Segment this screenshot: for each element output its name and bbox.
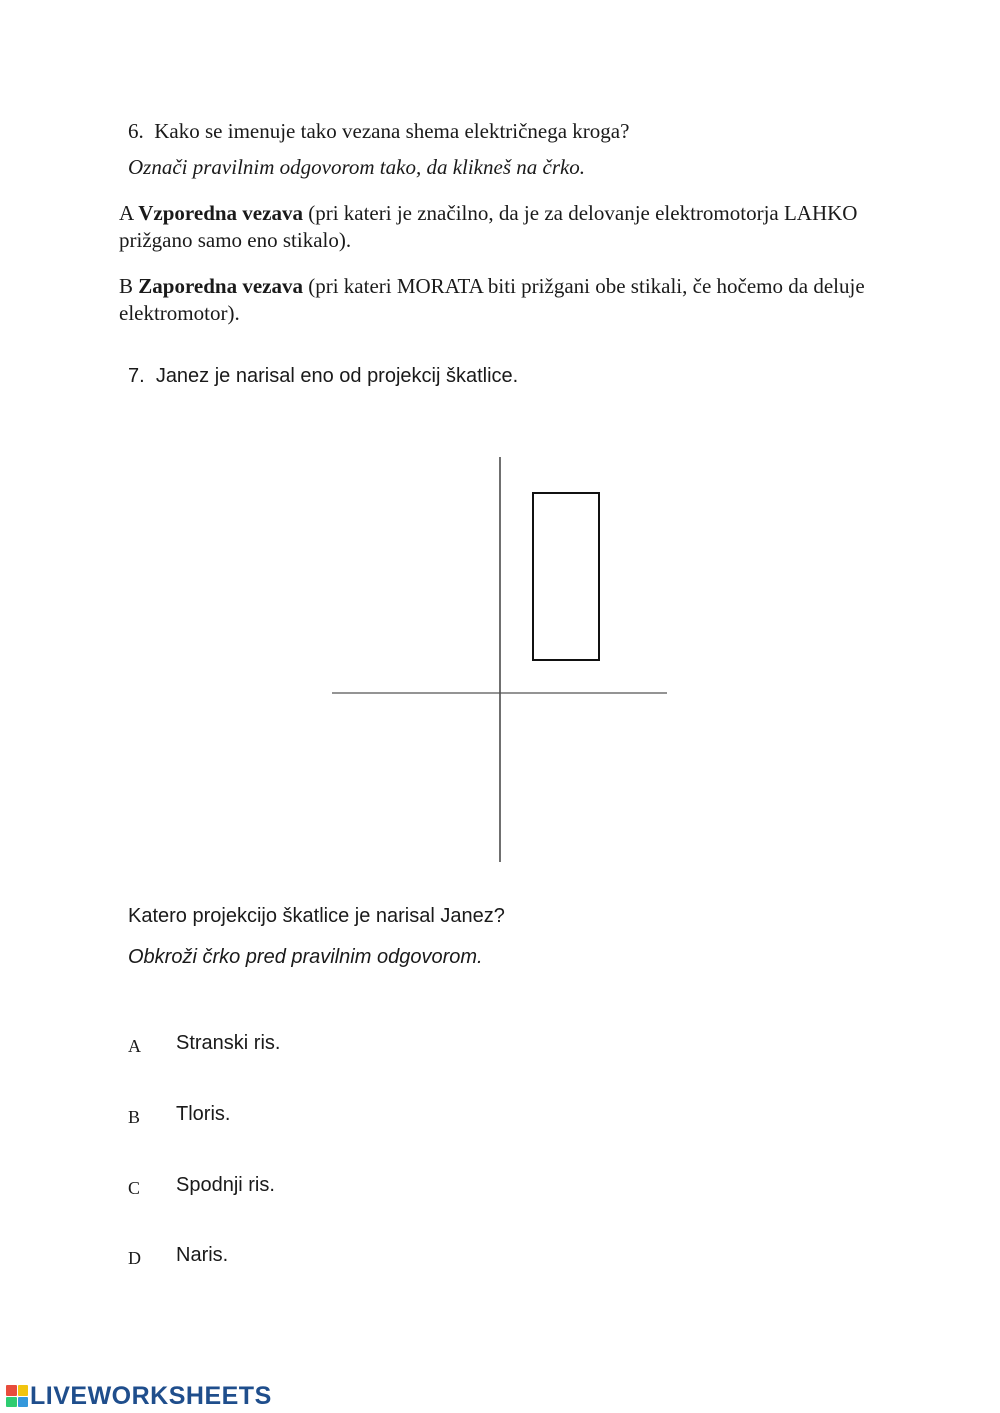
question-6-instruction: Označi pravilnim odgovorom tako, da klikneš na črko. <box>128 155 586 179</box>
option-b-text: (pri kateri MORATA biti prižgani obe stikali, če hočemo da deluje elektromotor). <box>119 274 865 325</box>
projection-diagram <box>330 457 670 865</box>
option-b <box>119 273 879 327</box>
logo-square-4 <box>18 1397 29 1408</box>
answer-b-text: Tloris. <box>176 1103 231 1125</box>
answer-a-text: Stranski ris. <box>176 1032 281 1054</box>
brand-name: LIVEWORKSHEETS <box>30 1381 272 1410</box>
answer-c-text: Spodnji ris. <box>176 1174 275 1196</box>
question-7-number: 7. <box>128 365 145 387</box>
footer-brand <box>6 1380 272 1412</box>
answer-a-letter[interactable]: A <box>128 1036 141 1056</box>
answer-b-letter[interactable]: B <box>128 1107 141 1127</box>
liveworksheets-logo-icon <box>6 1385 28 1407</box>
logo-square-1 <box>6 1385 17 1396</box>
question-6-text: Kako se imenuje tako vezana shema električnega kroga? <box>154 119 630 143</box>
option-a <box>119 200 879 254</box>
question-7-prompt: Katero projekcijo škatlice je narisal Janez? <box>128 905 505 927</box>
question-6-number: 6. <box>128 119 144 143</box>
option-b-title: Zaporedna vezava <box>138 274 303 298</box>
question-7-title <box>128 365 518 388</box>
answer-d-text: Naris. <box>176 1244 229 1266</box>
box-projection-rectangle <box>533 493 599 660</box>
logo-square-3 <box>6 1397 17 1408</box>
option-a-letter[interactable]: A <box>119 201 134 225</box>
option-b-letter[interactable]: B <box>119 274 134 298</box>
question-6-title <box>128 119 629 144</box>
option-a-text: (pri kateri je značilno, da je za delovanje elektromotorja LAHKO prižgano samo eno stikalo). <box>119 201 858 252</box>
option-a-title: Vzporedna vezava <box>138 201 303 225</box>
logo-square-2 <box>18 1385 29 1396</box>
question-7-text: Janez je narisal eno od projekcij škatlice. <box>155 365 519 387</box>
answer-d-letter[interactable]: D <box>128 1248 141 1268</box>
question-7-instruction: Obkroži črko pred pravilnim odgovorom. <box>128 946 483 968</box>
answer-c-letter[interactable]: C <box>128 1178 141 1198</box>
